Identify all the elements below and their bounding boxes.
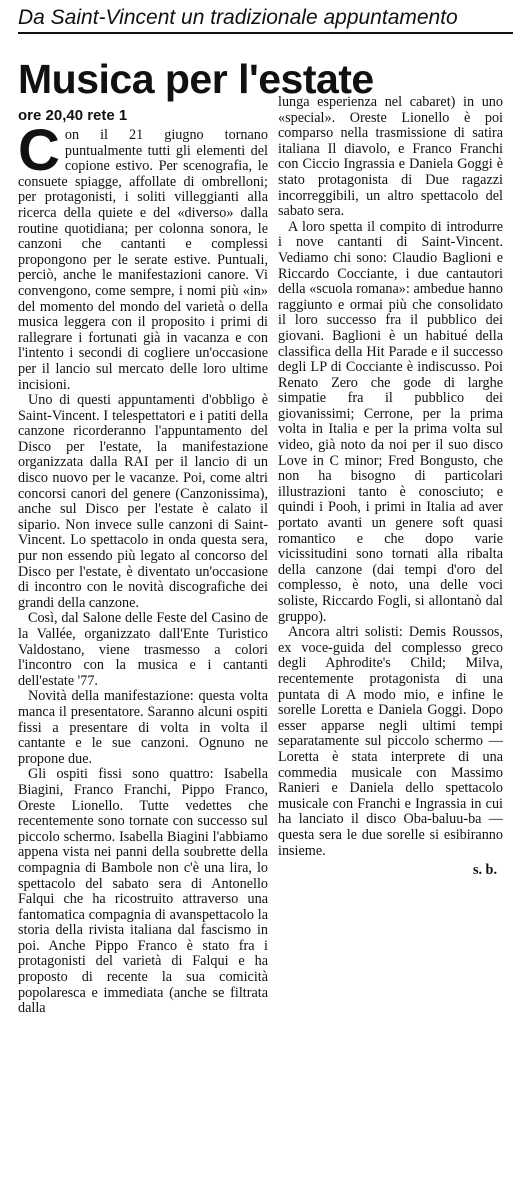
article-paragraph: Così, dal Salone delle Feste del Casino de la Vallée, organizzato dall'Ente Turistico Valdostano, viene trasmesso a colori l'incontro con la musica e i cantanti dell'estate '77.: [18, 610, 268, 689]
article-paragraph: A loro spetta il compito di introdurre i nove cantanti di Saint-Vincent. Vediamo chi sono: Claudio Baglioni e Riccardo Cocciante, i due cantautori della «scuola romana»: ambedue hanno raggiunto e ormai più che consolidato il loro successo fra il pubblico dei giovani. Baglioni è un habitué della classifica della Hit Parade e il successo degli LP di Cocciante è indiscusso. Poi Renato Zero che gode di larghe simpatie fra il pubblico dei giovanissimi; Cerrone, per la prima volta in Italia e per la prima volta sul video, già noto da noi per il suo disco Love in C minor; Fred Bongusto, che non ha bisogno di particolari illustrazioni tanto è conosciuto; e quindi i Pooh, i primi in Italia ad aver portato avanti un genere soft quasi romantico e che dopo varie vicissitudini sono tornati alla ribalta della canzone (dai tempi d'oro del complesso, è noto, una delle voci soliste, Riccardo Fogli, si allontanò dal gruppo).: [278, 218, 503, 625]
author-signature: s. b.: [472, 862, 497, 879]
article-paragraph: Gli ospiti fissi sono quattro: Isabella Biagini, Franco Franchi, Pippo Franco, Oreste Lionello. Tutte vedettes che recentemente sono tornate con successo sul piccolo schermo. Isabella Biagini l'abbiamo appena vista nei panni della soubrette della compagnia di Bambole non c'è una lira, lo spettacolo del sabato sera di Antonello Falqui che ha ricostruito attraverso una fantomatica compagnia di avanspettacolo la storia della rivista italiana dal fascismo in poi. Anche Pippo Franco è stato fra i protagonisti del varietà di Falqui e ha proposto di recente la sua comicità popolaresca e immediata (anche se filtrata dalla: [18, 766, 268, 1017]
article-paragraph: Uno di questi appuntamenti d'obbligo è Saint-Vincent. I telespettatori e i patiti della canzone ricorderanno l'appuntamento del Disco per l'estate, la manifestazione organizzata dalla RAI per il lancio di un disco nuovo per le vacanze. Poi, come altri concorsi canori del genere (Canzonissima), anche sul Disco per l'estate è calato il sipario. Non invece sulle canzoni di Saint-Vincent. Lo spettacolo in onda questa sera, pur non essendo più legato al concorso del Disco per l'estate, è diventato un'occasione di incontro con le novità discografiche dei grandi della canzone.: [18, 392, 268, 611]
article-kicker: Da Saint-Vincent un tradizionale appuntamento: [18, 4, 513, 34]
broadcast-time: ore 20,40 rete 1: [18, 107, 128, 124]
article-headline: Musica per l'estate: [18, 56, 374, 102]
article-column-right: [278, 95, 503, 995]
article-paragraph: Ancora altri solisti: Demis Roussos, ex voce-guida del complesso greco degli Aphrodite's Child; Milva, recentemente protagonista di una puntata di A modo mio, e infine le sorelle Loretta e Daniela Goggi. Dopo esser apparse negli ultimi tempi separatamente sul piccolo schermo — Loretta è stata interprete di una commedia musicale con Massimo Ranieri e Daniela dello spettacolo musicale con Franchi e Ingrassia in cui ha lanciato il disco Oba-baluu-ba — questa sera le due sorelle si esibiranno insieme.: [278, 624, 503, 859]
article-paragraph: Novità della manifestazione: questa volta manca il presentatore. Saranno alcuni ospiti fissi a presentare di volta in volta il cantante e le sue canzoni. Ognuno ne propone due.: [18, 688, 268, 767]
article-paragraph: lunga esperienza nel cabaret) in uno «special». Oreste Lionello è poi comparso nella trasmissione di satira italiana Il diavolo, e Franco Franchi con Ciccio Ingrassia e Daniela Goggi è stato protagonista di Due ragazzi incorreggibili, un altro spettacolo del sabato sera.: [278, 95, 503, 220]
drop-cap: C: [18, 128, 60, 183]
paragraph-text: on il 21 giugno tornano puntualmente tutti gli elementi del copione estivo. Per scenografia, le consuete spiagge, affollate di ombrelloni; per protagonisti, i soliti villeggianti alla ricerca della quiete e del «diverso» dalla routine quotidiana; per colonna sonora, le canzoni che cantanti e complessi propongono per le serate estive. Puntuali, perciò, anche le manifestazioni canore. Vi convengono, come sempre, i nomi più «in» del momento del mondo del varietà o della musica leggera con il proposito i primi di rallegrare i fortunati già in vacanza e con l'intento i secondi di cogliere un'occasione per il lancio sul mercato delle loro ultime incisioni.: [18, 128, 268, 393]
article-column-left: [18, 128, 268, 1200]
article-paragraph: [18, 128, 268, 393]
